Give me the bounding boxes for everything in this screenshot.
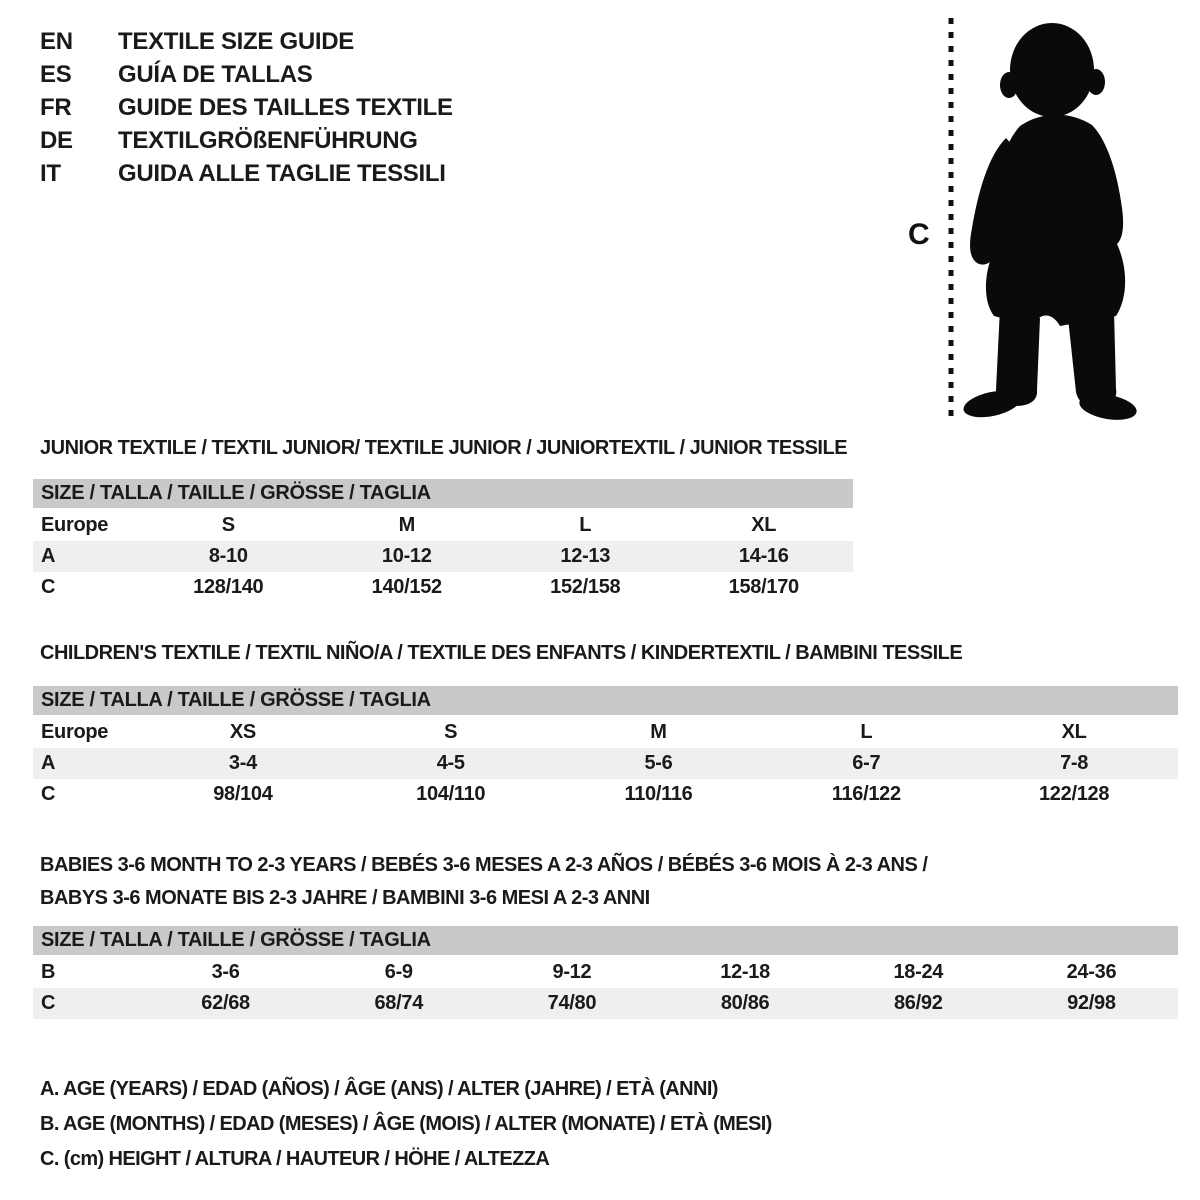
guide-title: GUIDA ALLE TAGLIE TESSILI xyxy=(118,160,446,187)
guide-title: TEXTILE SIZE GUIDE xyxy=(118,28,354,55)
table-row xyxy=(33,988,1178,1019)
language-row xyxy=(40,160,453,193)
table-row xyxy=(33,510,853,541)
height-measure-figure xyxy=(900,8,1180,428)
table-row xyxy=(33,572,853,603)
toddler-silhouette-icon xyxy=(900,8,1180,428)
table-cell: 3-4 xyxy=(228,752,257,774)
table-cell: 74/80 xyxy=(547,992,597,1014)
language-title-list xyxy=(40,28,453,193)
table-cell: 110/116 xyxy=(624,783,693,805)
row-label: C xyxy=(41,576,56,598)
table-row xyxy=(33,779,1178,810)
table-cell: 6-7 xyxy=(852,752,881,774)
table-cell: XL xyxy=(751,514,777,536)
table-cell: 62/68 xyxy=(201,992,250,1014)
junior-size-table xyxy=(33,510,853,603)
table-cell: S xyxy=(221,514,235,536)
guide-title: TEXTILGRÖßENFÜHRUNG xyxy=(118,127,418,154)
language-row xyxy=(40,127,453,160)
table-header-size: SIZE / TALLA / TAILLE / GRÖSSE / TAGLIA xyxy=(33,686,1178,715)
measurement-legend xyxy=(40,1072,772,1177)
table-cell: S xyxy=(444,721,458,743)
table-cell: 68/74 xyxy=(374,992,424,1014)
table-cell: 4-5 xyxy=(436,752,465,774)
table-row xyxy=(33,541,853,572)
children-textile-section xyxy=(33,642,1178,810)
guide-title: GUÍA DE TALLAS xyxy=(118,61,313,88)
table-cell: M xyxy=(650,721,667,743)
table-cell: 18-24 xyxy=(893,961,944,983)
toddler-silhouette xyxy=(961,23,1139,424)
table-cell: 122/128 xyxy=(1038,783,1110,805)
row-label: A xyxy=(41,752,56,774)
table-row xyxy=(33,748,1178,779)
table-row xyxy=(33,717,1178,748)
language-code: FR xyxy=(40,94,72,121)
language-row xyxy=(40,94,453,127)
babies-textile-section xyxy=(33,849,1178,1019)
section-heading: CHILDREN'S TEXTILE / TEXTIL NIÑO/A / TEXTILE DES ENFANTS / KINDERTEXTIL / BAMBINI TESSILE xyxy=(40,642,963,664)
table-cell: 92/98 xyxy=(1067,992,1116,1014)
row-label: A xyxy=(41,545,56,567)
section-heading-line2: BABYS 3-6 MONATE BIS 2-3 JAHRE / BAMBINI 3-6 MESI A 2-3 ANNI xyxy=(40,887,650,909)
language-row xyxy=(40,61,453,94)
table-header-size: SIZE / TALLA / TAILLE / GRÖSSE / TAGLIA xyxy=(33,479,853,508)
table-cell: 3-6 xyxy=(211,961,240,983)
table-cell: M xyxy=(398,514,415,536)
legend-height-cm: C. (cm) HEIGHT / ALTURA / HAUTEUR / HÖHE / ALTEZZA xyxy=(40,1148,550,1170)
table-cell: XL xyxy=(1061,721,1087,743)
height-label-c: C xyxy=(908,218,930,251)
language-code: ES xyxy=(40,61,72,88)
language-row xyxy=(40,28,453,61)
legend-age-years: A. AGE (YEARS) / EDAD (AÑOS) / ÂGE (ANS) / ALTER (JAHRE) / ETÀ (ANNI) xyxy=(40,1078,718,1100)
section-heading-line1: BABIES 3-6 MONTH TO 2-3 YEARS / BEBÉS 3-6 MESES A 2-3 AÑOS / BÉBÉS 3-6 MOIS À 2-3 ANS / xyxy=(40,854,928,876)
table-header-size: SIZE / TALLA / TAILLE / GRÖSSE / TAGLIA xyxy=(33,926,1178,955)
language-code: DE xyxy=(40,127,73,154)
table-cell: 12-13 xyxy=(560,545,611,567)
row-label: B xyxy=(41,961,56,983)
table-cell: 10-12 xyxy=(381,545,432,567)
table-cell: 98/104 xyxy=(213,783,273,805)
babies-size-table xyxy=(33,957,1178,1019)
table-cell: 86/92 xyxy=(893,992,943,1014)
table-cell: 14-16 xyxy=(738,545,789,567)
language-code: IT xyxy=(40,160,61,187)
section-heading-group xyxy=(33,849,1178,915)
language-code: EN xyxy=(40,28,73,55)
children-size-table xyxy=(33,717,1178,810)
table-cell: 116/122 xyxy=(831,783,901,805)
table-cell: 6-9 xyxy=(384,961,413,983)
table-cell: 104/110 xyxy=(416,783,486,805)
table-cell: L xyxy=(579,514,592,536)
table-cell: 128/140 xyxy=(193,576,264,598)
table-cell: 8-10 xyxy=(208,545,248,567)
row-label: Europe xyxy=(41,721,109,743)
table-cell: 152/158 xyxy=(550,576,621,598)
table-row xyxy=(33,957,1178,988)
guide-title: GUIDE DES TAILLES TEXTILE xyxy=(118,94,453,121)
junior-textile-section xyxy=(33,437,853,603)
table-cell: 80/86 xyxy=(720,992,770,1014)
row-label: C xyxy=(41,783,56,805)
row-label: C xyxy=(41,992,56,1014)
table-cell: XS xyxy=(229,721,256,743)
row-label: Europe xyxy=(41,514,109,536)
legend-age-months: B. AGE (MONTHS) / EDAD (MESES) / ÂGE (MOIS) / ALTER (MONATE) / ETÀ (MESI) xyxy=(40,1113,772,1135)
table-cell: 5-6 xyxy=(644,752,673,774)
table-cell: 140/152 xyxy=(371,576,442,598)
table-cell: 24-36 xyxy=(1066,961,1117,983)
table-cell: 9-12 xyxy=(552,961,592,983)
table-cell: 158/170 xyxy=(728,576,799,598)
table-cell: 12-18 xyxy=(720,961,770,983)
table-cell: 7-8 xyxy=(1060,752,1089,774)
section-heading: JUNIOR TEXTILE / TEXTIL JUNIOR/ TEXTILE JUNIOR / JUNIORTEXTIL / JUNIOR TESSILE xyxy=(40,437,848,459)
table-cell: L xyxy=(860,721,873,743)
